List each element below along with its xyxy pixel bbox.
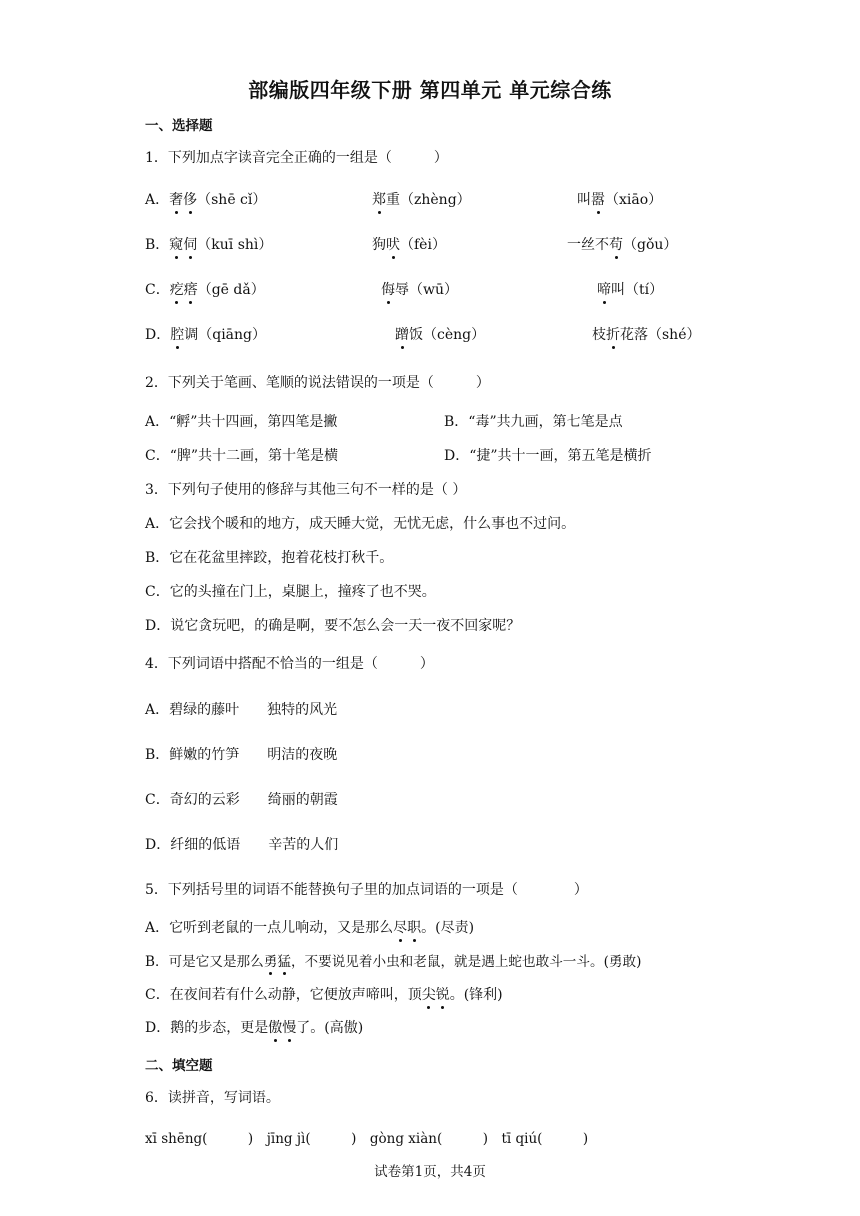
question-5-stem: 5．下列括号里的词语不能替换句子里的加点词语的一项是（ ） — [145, 882, 588, 898]
q1-option-d-item-1: D．腔调（qiāng） — [145, 324, 266, 344]
q5-option-d: D．鹅的步态，更是傲慢了。(高傲) — [145, 1017, 363, 1037]
q1-option-d-item-2: 蹭饭（cèng） — [395, 324, 485, 344]
section-heading-choice: 一、选择题 — [145, 118, 213, 134]
q3-option-d: D．说它贪玩吧，的确是啊，要不怎么会一天一夜不回家呢？ — [145, 618, 521, 634]
question-6-stem: 6．读拼音，写词语。 — [145, 1090, 280, 1106]
q1-option-b-item-1: B．窥伺（kuī shì） — [145, 234, 272, 254]
q2-option-c: C．“脾”共十二画，第十笔是横 — [145, 448, 339, 464]
q1-option-b-item-2: 狗吠（fèi） — [372, 234, 446, 254]
q1-option-a-item-2: 郑重（zhèng） — [372, 189, 471, 209]
q1-option-b-item-3: 一丝不苟（gǒu） — [567, 234, 677, 254]
q4-option-d: D．纤细的低语 辛苦的人们 — [145, 837, 339, 853]
q2-option-a: A．“孵”共十四画，第四笔是撇 — [145, 414, 338, 430]
q5-option-b: B．可是它又是那么勇猛，不要说见着小虫和老鼠，就是遇上蛇也敢斗一斗。(勇敢) — [145, 950, 641, 970]
question-4-stem: 4．下列词语中搭配不恰当的一组是（ ） — [145, 656, 434, 672]
page-title: 部编版四年级下册 第四单元 单元综合练 — [248, 78, 612, 102]
question-3-stem: 3．下列句子使用的修辞与其他三句不一样的是（ ） — [145, 482, 467, 498]
q1-option-c-item-1: C．疙瘩（gē dǎ） — [145, 279, 265, 299]
q2-option-b: B．“毒”共九画，第七笔是点 — [444, 414, 623, 430]
q1-option-c-item-2: 侮辱（wū） — [381, 279, 458, 299]
page-footer: 试卷第1页，共4页 — [374, 1164, 486, 1180]
question-1-stem: 1．下列加点字读音完全正确的一组是（ ） — [145, 150, 448, 166]
question-2-stem: 2．下列关于笔画、笔顺的说法错误的一项是（ ） — [145, 375, 490, 391]
q5-option-c: C．在夜间若有什么动静，它便放声啼叫，顶尖锐。(锋利) — [145, 984, 503, 1004]
q3-option-b: B．它在花盆里摔跤，抱着花枝打秋千。 — [145, 550, 394, 566]
q5-option-a: A．它听到老鼠的一点儿响动，又是那么尽职。(尽责) — [145, 917, 474, 937]
q1-option-a-item-1: A．奢侈（shē cǐ） — [145, 189, 266, 209]
q2-option-d: D．“捷”共十一画，第五笔是横折 — [444, 448, 652, 464]
q1-option-c-item-3: 啼叫（tí） — [597, 279, 663, 299]
q4-option-b: B．鲜嫩的竹笋 明洁的夜晚 — [145, 747, 338, 763]
q4-option-c: C．奇幻的云彩 绮丽的朝霞 — [145, 792, 338, 808]
q3-option-a: A．它会找个暖和的地方，成天睡大觉，无忧无虑，什么事也不过问。 — [145, 516, 576, 532]
q3-option-c: C．它的头撞在门上，桌腿上，撞疼了也不哭。 — [145, 584, 436, 600]
q6-pinyin-blanks: xī shēng( ) jīng jì( ) gòng xiàn( ) tī qiú( ) — [145, 1131, 589, 1147]
q4-option-a: A．碧绿的藤叶 独特的风光 — [145, 702, 338, 718]
q1-option-a-item-3: 叫嚣（xiāo） — [577, 189, 662, 209]
q1-option-d-item-3: 枝折花落（shé） — [592, 324, 701, 344]
section-heading-fill: 二、填空题 — [145, 1058, 213, 1074]
